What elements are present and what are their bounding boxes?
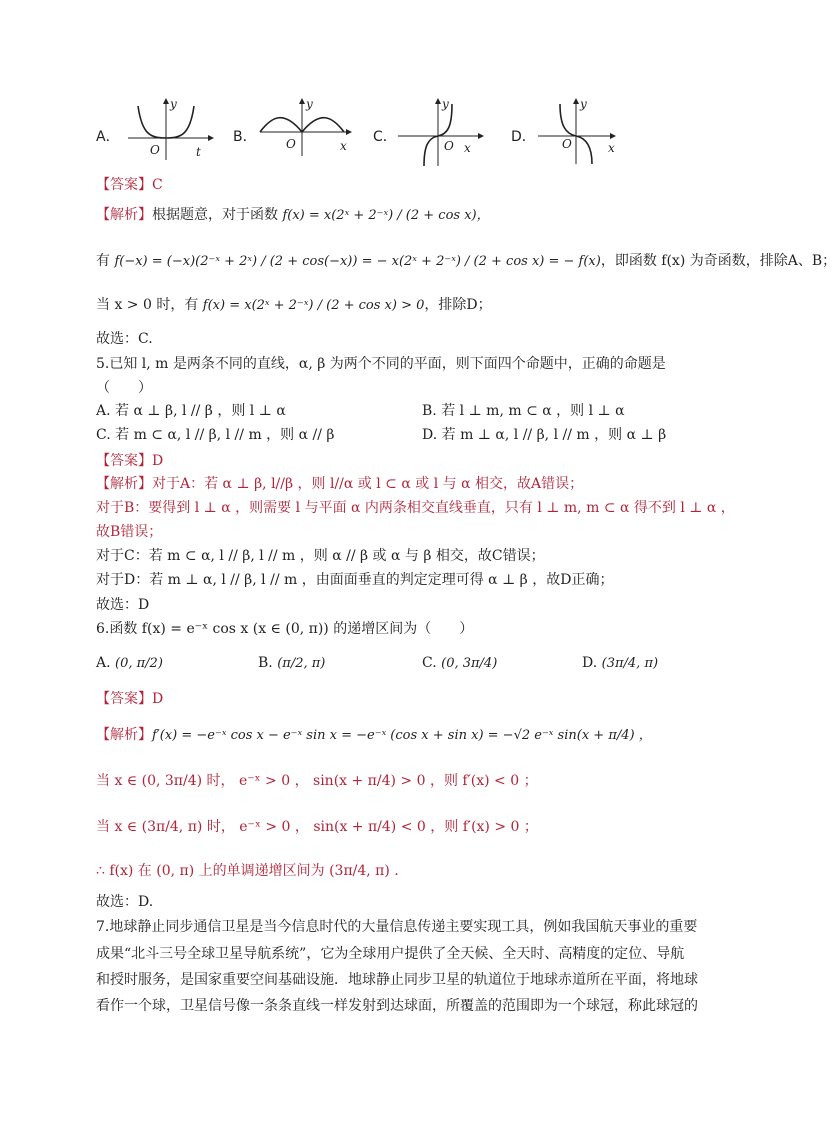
q6-option-d[interactable] [582,654,658,673]
q6-option-a-label: A. [96,655,111,671]
q5-option-d[interactable]: D. 若 m ⊥ α, l // β, l // m ，则 α ⊥ β [422,427,667,443]
q5-analysis-b: 对于B：要得到 l ⊥ α ，则需要 l 与平面 α 内两条相交直线垂直，只有 l ⊥ m, m ⊂ α 得不到 l ⊥ α ， [96,500,735,516]
q7-line4: 看作一个球，卫星信号像一条条直线一样发射到达球面，所覆盖的范围即为一个球冠，称此球冠的 [96,998,698,1014]
graph-d-y-label: y [580,97,587,111]
q5-option-c[interactable]: C. 若 m ⊂ α, l // β, l // m ，则 α // β [96,427,335,443]
option-b-label[interactable]: B． [233,129,257,145]
graph-b [258,98,354,166]
graph-c-x-label: x [464,141,471,155]
q6-option-d-label: D. [582,655,598,671]
q6-option-a-value: (0, π/2) [115,656,163,671]
q6-analysis-tag: 【解析】 [96,727,152,743]
q6-analysis-line4: ∴ f(x) 在 (0, π) 上的单调递增区间为 (3π/4, π) . [96,863,399,879]
q4-conclusion: 故选：C. [96,331,153,347]
q6-option-c[interactable] [422,654,497,673]
q7-line1: 7.地球静止同步通信卫星是当今信息时代的大量信息传递主要实现工具，例如我国航天事业的重要 [96,919,698,935]
graph-c [398,98,490,172]
graph-b-svg [258,98,354,162]
q5-blank: （ ） [96,380,152,396]
graph-a-x-arrow [208,135,214,141]
q5-answer-value: D [152,453,164,469]
q5-analysis-b-cont: 故B错误； [96,524,163,540]
q5-analysis-d: 对于D：若 m ⊥ α, l // β, l // m ，由面面垂直的判定定理可得 α ⊥ β ，故D正确； [96,572,614,588]
q6-analysis-line1-formula: f′(x) = −e⁻ˣ cos x − e⁻ˣ sin x = −e⁻ˣ (cos x + sin x) = −√2 e⁻ˣ sin(x + π/4) ， [152,728,652,743]
graph-b-y-arrow [299,98,305,104]
graph-b-x-arrow [346,129,352,135]
graph-a-origin: O [150,143,160,157]
q6-answer-value: D [152,691,164,707]
graph-c-origin: O [444,139,454,153]
graph-a [128,98,212,166]
q5-option-b[interactable]: B. 若 l ⊥ m, m ⊂ α ，则 l ⊥ α [422,403,625,419]
graph-b-y-label: y [306,97,313,111]
q6-option-a[interactable] [96,654,163,673]
q4-line2-post: ，即函数 f(x) 为奇函数，排除A、B； [600,253,836,269]
graph-d-y-arrow [573,98,579,104]
q5-analysis-a-text: 对于A：若 α ⊥ β, l//β ，则 l//α 或 l ⊂ α 或 l 与 α 相交，故A错误； [152,476,584,492]
q5-analysis-tag: 【解析】 [96,476,152,492]
q4-analysis-tag: 【解析】 [96,207,152,223]
q5-answer [96,452,163,470]
q6-option-c-value: (0, 3π/4) [441,656,498,671]
q4-line3-pre: 当 x > 0 时，有 [96,297,199,313]
graph-a-y-label: y [170,97,177,111]
q6-option-b-value: (π/2, π) [277,656,326,671]
q4-line1-text: 根据题意，对于函数 [152,207,278,223]
q4-analysis-line3 [96,296,492,315]
q4-answer-tag: 【答案】 [96,177,152,193]
graph-d-origin: O [562,137,572,151]
q5-conclusion: 故选：D [96,597,150,613]
q6-analysis-line1 [96,726,652,745]
q4-line2-pre: 有 [96,253,110,269]
graph-d-x-arrow [610,133,616,139]
q4-line3-post: ，排除D； [424,297,492,313]
graph-c-y-label: y [442,97,449,111]
graph-a-y-arrow [163,98,169,104]
q6-analysis-line2: 当 x ∈ (0, 3π/4) 时， e⁻ˣ > 0 ， sin(x + π/4) > 0 ，则 f′(x) < 0 ； [96,773,538,789]
q5-answer-tag: 【答案】 [96,453,152,469]
graph-b-origin: O [286,137,296,151]
q7-line2: 成果“北斗三号全球卫星导航系统”，它为全球用户提供了全天候、全天时、高精度的定位、导航 [96,946,685,962]
q6-stem: 6.函数 f(x) = e⁻ˣ cos x (x ∈ (0, π)) 的递增区间为（ ） [96,621,474,637]
graph-b-x-label: x [340,139,347,153]
q4-line2-formula: f(−x) = (−x)(2⁻ˣ + 2ˣ) / (2 + cos(−x)) = − x(2ˣ + 2⁻ˣ) / (2 + cos x) = − f(x) [114,254,601,269]
graph-c-x-arrow [478,133,484,139]
q5-stem: 5.已知 l, m 是两条不同的直线，α, β 为两个不同的平面，则下面四个命题中，正确的命题是 [96,356,666,372]
option-c-label[interactable]: C． [373,129,397,145]
q6-option-b[interactable] [258,654,325,673]
q4-analysis-line2 [96,252,836,271]
q5-analysis-a [96,475,583,493]
graph-d-x-label: x [608,141,615,155]
graph-c-svg [398,98,490,168]
q6-answer [96,690,163,708]
q4-line3-formula: f(x) = x(2ˣ + 2⁻ˣ) / (2 + cos x) > 0 [202,298,425,313]
graph-d [538,98,622,172]
q4-analysis-line1 [96,206,490,225]
q6-conclusion: 故选：D. [96,894,154,910]
q5-option-a[interactable]: A. 若 α ⊥ β, l // β ，则 l ⊥ α [96,403,286,419]
graph-d-svg [538,98,622,168]
q6-option-d-value: (3π/4, π) [601,656,659,671]
option-a-label[interactable]: A． [96,129,120,145]
q4-answer-value: C [152,177,163,193]
q6-answer-tag: 【答案】 [96,691,152,707]
q5-analysis-c: 对于C：若 m ⊂ α, l // β, l // m ，则 α // β 或 α 与 β 相交，故C错误； [96,548,545,564]
graph-a-svg [128,98,212,162]
q6-option-c-label: C. [422,655,437,671]
option-d-label[interactable]: D． [511,129,536,145]
graph-a-t-label: t [196,145,201,159]
graph-c-y-arrow [435,98,441,104]
q4-answer [96,176,163,194]
q4-line1-formula: f(x) = x(2ˣ + 2⁻ˣ) / (2 + cos x)， [282,208,490,223]
q6-option-b-label: B. [258,655,273,671]
q6-analysis-line3: 当 x ∈ (3π/4, π) 时， e⁻ˣ > 0 ， sin(x + π/4) < 0 ，则 f′(x) > 0 ； [96,819,538,835]
q7-line3: 和授时服务，是国家重要空间基础设施．地球静止同步卫星的轨道位于地球赤道所在平面，将地球 [96,972,698,988]
